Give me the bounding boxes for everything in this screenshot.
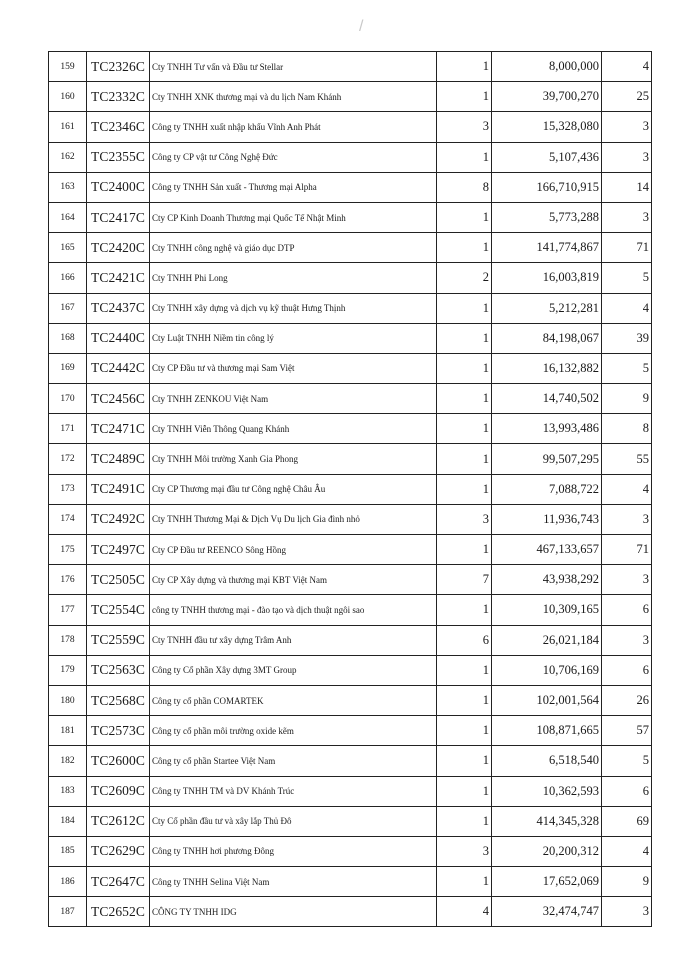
table-row	[49, 112, 652, 142]
table-row	[49, 233, 652, 263]
table-row	[49, 202, 652, 232]
count-cell: 1	[437, 142, 492, 172]
days-cell: 3	[602, 142, 652, 172]
company-name-cell: Cty CP Đầu tư REENCO Sông Hồng	[150, 535, 437, 565]
amount-cell: 16,003,819	[492, 263, 602, 293]
company-code-cell: TC2573C	[87, 716, 150, 746]
company-name-cell: Công ty cổ phần môi trường oxide kẽm	[150, 716, 437, 746]
table-row	[49, 414, 652, 444]
company-code-cell: TC2554C	[87, 595, 150, 625]
amount-cell: 108,871,665	[492, 716, 602, 746]
company-name-cell: Cty Cổ phần đầu tư và xây lắp Thủ Đô	[150, 806, 437, 836]
company-name-cell: Công ty cổ phần COMARTEK	[150, 685, 437, 715]
table-row	[49, 897, 652, 927]
company-code-cell: TC2563C	[87, 655, 150, 685]
company-code-cell: TC2600C	[87, 746, 150, 776]
count-cell: 3	[437, 112, 492, 142]
amount-cell: 10,706,169	[492, 655, 602, 685]
days-cell: 9	[602, 384, 652, 414]
company-code-cell: TC2492C	[87, 504, 150, 534]
count-cell: 1	[437, 776, 492, 806]
table-row	[49, 323, 652, 353]
amount-cell: 5,107,436	[492, 142, 602, 172]
days-cell: 26	[602, 685, 652, 715]
count-cell: 3	[437, 504, 492, 534]
company-name-cell: Cty TNHH XNK thương mại và du lịch Nam Khánh	[150, 82, 437, 112]
company-code-cell: TC2346C	[87, 112, 150, 142]
table-row	[49, 474, 652, 504]
amount-cell: 414,345,328	[492, 806, 602, 836]
company-name-cell: Công ty TNHH TM và DV Khánh Trúc	[150, 776, 437, 806]
days-cell: 5	[602, 746, 652, 776]
days-cell: 4	[602, 474, 652, 504]
company-name-cell: Công ty TNHH Selina Việt Nam	[150, 867, 437, 897]
amount-cell: 43,938,292	[492, 565, 602, 595]
company-code-cell: TC2437C	[87, 293, 150, 323]
amount-cell: 99,507,295	[492, 444, 602, 474]
row-number-cell: 174	[49, 504, 87, 534]
days-cell: 3	[602, 565, 652, 595]
amount-cell: 7,088,722	[492, 474, 602, 504]
count-cell: 1	[437, 384, 492, 414]
days-cell: 4	[602, 52, 652, 82]
table-row	[49, 565, 652, 595]
row-number-cell: 165	[49, 233, 87, 263]
table-row	[49, 746, 652, 776]
company-name-cell: Công ty TNHH Sản xuất - Thương mại Alpha	[150, 172, 437, 202]
amount-cell: 10,309,165	[492, 595, 602, 625]
days-cell: 5	[602, 353, 652, 383]
amount-cell: 10,362,593	[492, 776, 602, 806]
count-cell: 2	[437, 263, 492, 293]
table-row	[49, 867, 652, 897]
row-number-cell: 180	[49, 685, 87, 715]
company-code-cell: TC2471C	[87, 414, 150, 444]
company-code-cell: TC2559C	[87, 625, 150, 655]
table-row	[49, 504, 652, 534]
days-cell: 9	[602, 867, 652, 897]
row-number-cell: 160	[49, 82, 87, 112]
amount-cell: 102,001,564	[492, 685, 602, 715]
row-number-cell: 162	[49, 142, 87, 172]
amount-cell: 26,021,184	[492, 625, 602, 655]
company-name-cell: Cty TNHH Tư vấn và Đầu tư Stellar	[150, 52, 437, 82]
table-row	[49, 142, 652, 172]
company-name-cell: Cty CP Thương mại đầu tư Công nghệ Châu Âu	[150, 474, 437, 504]
count-cell: 1	[437, 82, 492, 112]
row-number-cell: 168	[49, 323, 87, 353]
row-number-cell: 178	[49, 625, 87, 655]
days-cell: 71	[602, 535, 652, 565]
row-number-cell: 181	[49, 716, 87, 746]
amount-cell: 16,132,882	[492, 353, 602, 383]
days-cell: 6	[602, 776, 652, 806]
company-name-cell: Cty Luật TNHH Niềm tin công lý	[150, 323, 437, 353]
company-code-cell: TC2609C	[87, 776, 150, 806]
count-cell: 6	[437, 625, 492, 655]
row-number-cell: 187	[49, 897, 87, 927]
row-number-cell: 183	[49, 776, 87, 806]
amount-cell: 84,198,067	[492, 323, 602, 353]
days-cell: 6	[602, 655, 652, 685]
amount-cell: 5,212,281	[492, 293, 602, 323]
row-number-cell: 169	[49, 353, 87, 383]
company-name-cell: Công ty TNHH hơi phương Đông	[150, 836, 437, 866]
amount-cell: 13,993,486	[492, 414, 602, 444]
company-name-cell: Cty TNHH công nghệ và giáo dục DTP	[150, 233, 437, 263]
company-name-cell: Cty CP Kinh Doanh Thương mại Quốc Tế Nhật Minh	[150, 202, 437, 232]
count-cell: 1	[437, 806, 492, 836]
days-cell: 4	[602, 836, 652, 866]
company-name-cell: Cty CP Xây dựng và thương mại KBT Việt Nam	[150, 565, 437, 595]
count-cell: 1	[437, 474, 492, 504]
company-name-cell: CÔNG TY TNHH IDG	[150, 897, 437, 927]
count-cell: 1	[437, 323, 492, 353]
days-cell: 71	[602, 233, 652, 263]
count-cell: 1	[437, 233, 492, 263]
company-name-cell: Cty TNHH Phi Long	[150, 263, 437, 293]
amount-cell: 15,328,080	[492, 112, 602, 142]
table-row	[49, 836, 652, 866]
table-body	[49, 52, 652, 927]
count-cell: 1	[437, 595, 492, 625]
days-cell: 3	[602, 202, 652, 232]
company-code-cell: TC2629C	[87, 836, 150, 866]
row-number-cell: 170	[49, 384, 87, 414]
table-row	[49, 353, 652, 383]
count-cell: 1	[437, 655, 492, 685]
company-code-cell: TC2417C	[87, 202, 150, 232]
amount-cell: 8,000,000	[492, 52, 602, 82]
company-name-cell: Cty TNHH ZENKOU Việt Nam	[150, 384, 437, 414]
days-cell: 39	[602, 323, 652, 353]
company-code-cell: TC2497C	[87, 535, 150, 565]
count-cell: 1	[437, 52, 492, 82]
company-code-cell: TC2421C	[87, 263, 150, 293]
table-row	[49, 535, 652, 565]
company-name-cell: Cty TNHH xây dựng và dịch vụ kỹ thuật Hưng Thịnh	[150, 293, 437, 323]
days-cell: 57	[602, 716, 652, 746]
amount-cell: 6,518,540	[492, 746, 602, 776]
company-code-cell: TC2332C	[87, 82, 150, 112]
amount-cell: 20,200,312	[492, 836, 602, 866]
table-row	[49, 384, 652, 414]
company-code-cell: TC2326C	[87, 52, 150, 82]
company-name-cell: Công ty CP vật tư Công Nghệ Đức	[150, 142, 437, 172]
table-row	[49, 293, 652, 323]
company-code-cell: TC2456C	[87, 384, 150, 414]
days-cell: 3	[602, 897, 652, 927]
count-cell: 1	[437, 746, 492, 776]
count-cell: 1	[437, 716, 492, 746]
row-number-cell: 175	[49, 535, 87, 565]
amount-cell: 141,774,867	[492, 233, 602, 263]
days-cell: 25	[602, 82, 652, 112]
row-number-cell: 182	[49, 746, 87, 776]
table-row	[49, 806, 652, 836]
count-cell: 4	[437, 897, 492, 927]
days-cell: 3	[602, 625, 652, 655]
amount-cell: 17,652,069	[492, 867, 602, 897]
table-row	[49, 263, 652, 293]
row-number-cell: 164	[49, 202, 87, 232]
company-name-cell: Công ty Cổ phần Xây dựng 3MT Group	[150, 655, 437, 685]
row-number-cell: 163	[49, 172, 87, 202]
table-row	[49, 52, 652, 82]
company-code-cell: TC2647C	[87, 867, 150, 897]
table-row	[49, 776, 652, 806]
row-number-cell: 171	[49, 414, 87, 444]
row-number-cell: 177	[49, 595, 87, 625]
amount-cell: 32,474,747	[492, 897, 602, 927]
table-row	[49, 172, 652, 202]
count-cell: 1	[437, 202, 492, 232]
debt-table	[48, 51, 652, 927]
company-name-cell: Cty TNHH Viễn Thông Quang Khánh	[150, 414, 437, 444]
table-row	[49, 655, 652, 685]
row-number-cell: 185	[49, 836, 87, 866]
company-code-cell: TC2355C	[87, 142, 150, 172]
company-code-cell: TC2489C	[87, 444, 150, 474]
amount-cell: 166,710,915	[492, 172, 602, 202]
days-cell: 8	[602, 414, 652, 444]
company-code-cell: TC2440C	[87, 323, 150, 353]
company-code-cell: TC2491C	[87, 474, 150, 504]
company-name-cell: Công ty TNHH xuất nhập khẩu Vĩnh Anh Phát	[150, 112, 437, 142]
table-row	[49, 82, 652, 112]
count-cell: 8	[437, 172, 492, 202]
company-code-cell: TC2505C	[87, 565, 150, 595]
amount-cell: 467,133,657	[492, 535, 602, 565]
table-row	[49, 685, 652, 715]
days-cell: 55	[602, 444, 652, 474]
count-cell: 1	[437, 444, 492, 474]
days-cell: 5	[602, 263, 652, 293]
row-number-cell: 173	[49, 474, 87, 504]
count-cell: 1	[437, 685, 492, 715]
count-cell: 3	[437, 836, 492, 866]
table-row	[49, 444, 652, 474]
company-code-cell: TC2420C	[87, 233, 150, 263]
company-code-cell: TC2442C	[87, 353, 150, 383]
count-cell: 1	[437, 867, 492, 897]
count-cell: 1	[437, 414, 492, 444]
company-name-cell: Cty TNHH Thương Mại & Dịch Vụ Du lịch Gia đình nhỏ	[150, 504, 437, 534]
days-cell: 4	[602, 293, 652, 323]
row-number-cell: 167	[49, 293, 87, 323]
table-row	[49, 595, 652, 625]
table-row	[49, 716, 652, 746]
count-cell: 1	[437, 353, 492, 383]
row-number-cell: 172	[49, 444, 87, 474]
row-number-cell: 179	[49, 655, 87, 685]
row-number-cell: 161	[49, 112, 87, 142]
amount-cell: 39,700,270	[492, 82, 602, 112]
page-mark: /	[359, 18, 364, 35]
row-number-cell: 159	[49, 52, 87, 82]
days-cell: 6	[602, 595, 652, 625]
days-cell: 3	[602, 112, 652, 142]
company-code-cell: TC2568C	[87, 685, 150, 715]
company-code-cell: TC2652C	[87, 897, 150, 927]
count-cell: 7	[437, 565, 492, 595]
amount-cell: 14,740,502	[492, 384, 602, 414]
row-number-cell: 184	[49, 806, 87, 836]
count-cell: 1	[437, 535, 492, 565]
count-cell: 1	[437, 293, 492, 323]
days-cell: 69	[602, 806, 652, 836]
company-code-cell: TC2400C	[87, 172, 150, 202]
table-row	[49, 625, 652, 655]
days-cell: 14	[602, 172, 652, 202]
company-name-cell: Cty TNHH Môi trường Xanh Gia Phong	[150, 444, 437, 474]
company-name-cell: Cty TNHH đầu tư xây dựng Trâm Anh	[150, 625, 437, 655]
company-name-cell: Công ty cổ phần Startee Việt Nam	[150, 746, 437, 776]
amount-cell: 11,936,743	[492, 504, 602, 534]
days-cell: 3	[602, 504, 652, 534]
company-name-cell: Cty CP Đầu tư và thương mại Sam Việt	[150, 353, 437, 383]
row-number-cell: 176	[49, 565, 87, 595]
company-name-cell: công ty TNHH thương mại - đào tạo và dịch thuật ngôi sao	[150, 595, 437, 625]
amount-cell: 5,773,288	[492, 202, 602, 232]
company-code-cell: TC2612C	[87, 806, 150, 836]
row-number-cell: 166	[49, 263, 87, 293]
row-number-cell: 186	[49, 867, 87, 897]
